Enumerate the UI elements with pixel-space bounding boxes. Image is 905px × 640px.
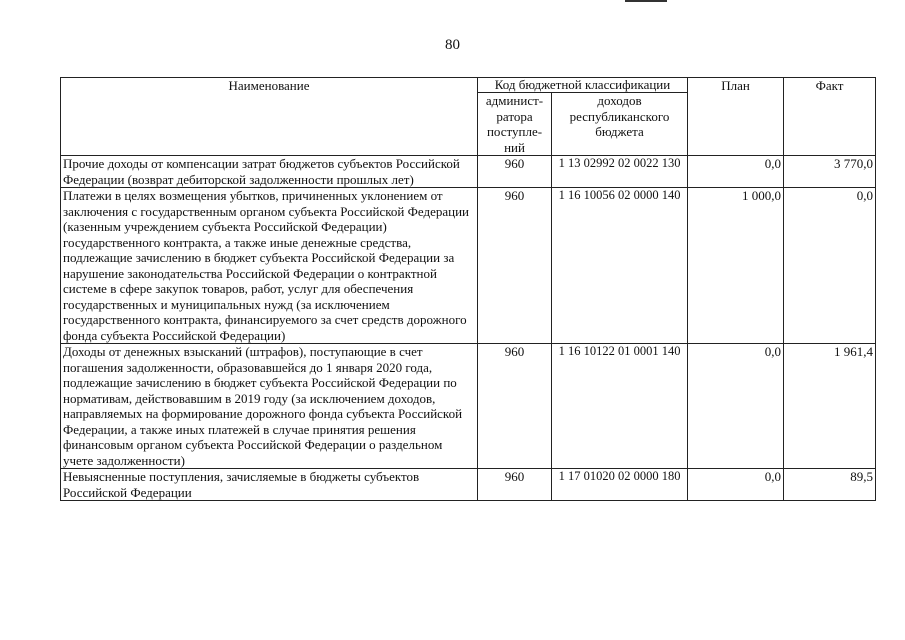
header-income: доходов республиканского бюджета bbox=[552, 93, 688, 156]
row-admin-code: 960 bbox=[478, 188, 552, 344]
row-admin-code: 960 bbox=[478, 156, 552, 188]
budget-income-table bbox=[60, 77, 876, 501]
header-admin: админист-ратора поступле-ний bbox=[478, 93, 552, 156]
header-fact: Факт bbox=[784, 78, 876, 156]
row-name: Невыясненные поступления, зачисляемые в бюджеты субъектов Российской Федерации bbox=[61, 469, 478, 501]
row-fact: 89,5 bbox=[784, 469, 876, 501]
row-plan: 0,0 bbox=[688, 344, 784, 469]
row-fact: 3 770,0 bbox=[784, 156, 876, 188]
header-name: Наименование bbox=[61, 78, 478, 156]
row-budget-code: 1 17 01020 02 0000 180 bbox=[552, 469, 688, 501]
header-code-group: Код бюджетной классификации bbox=[478, 78, 688, 93]
row-budget-code: 1 16 10122 01 0001 140 bbox=[552, 344, 688, 469]
row-fact: 0,0 bbox=[784, 188, 876, 344]
row-budget-code: 1 16 10056 02 0000 140 bbox=[552, 188, 688, 344]
row-name: Доходы от денежных взысканий (штрафов), поступающие в счет погашения задолженности, образовавшейся до 1 января 2020 года, подлежащие зачислению в бюджет субъекта Российской Федерации по нормативам, действовавшим в 2019 году (за исключением доходов, направляемых на формирование дорожного фонда субъекта Российской Федерации, а также иных платежей в случае принятия решения финансовым органом субъекта Российской Федерации о раздельном учете задолженности) bbox=[61, 344, 478, 469]
page-number: 80 bbox=[445, 37, 460, 53]
row-name: Платежи в целях возмещения убытков, причиненных уклонением от заключения с государственным органом субъекта Российской Федерации (казенным учреждением субъекта Российской Федерации) государственного контракта, а также иные денежные средства, подлежащие зачислению в бюджет субъекта Российской Федерации за нарушение законодательства Российской Федерации о контрактной системе в сфере закупок товаров, работ, услуг для обеспечения государственных и муниципальных нужд (за исключением государственного контракта, финансируемого за счет средств дорожного фонда субъекта Российской Федерации) bbox=[61, 188, 478, 344]
row-name: Прочие доходы от компенсации затрат бюджетов субъектов Российской Федерации (возврат дебиторской задолженности прошлых лет) bbox=[61, 156, 478, 188]
header-plan: План bbox=[688, 78, 784, 156]
row-plan: 1 000,0 bbox=[688, 188, 784, 344]
row-plan: 0,0 bbox=[688, 156, 784, 188]
row-fact: 1 961,4 bbox=[784, 344, 876, 469]
table-row bbox=[61, 344, 876, 469]
top-edge-mark bbox=[625, 0, 667, 5]
table-row bbox=[61, 156, 876, 188]
table-row bbox=[61, 469, 876, 501]
table-row bbox=[61, 188, 876, 344]
row-admin-code: 960 bbox=[478, 344, 552, 469]
row-budget-code: 1 13 02992 02 0022 130 bbox=[552, 156, 688, 188]
row-plan: 0,0 bbox=[688, 469, 784, 501]
row-admin-code: 960 bbox=[478, 469, 552, 501]
